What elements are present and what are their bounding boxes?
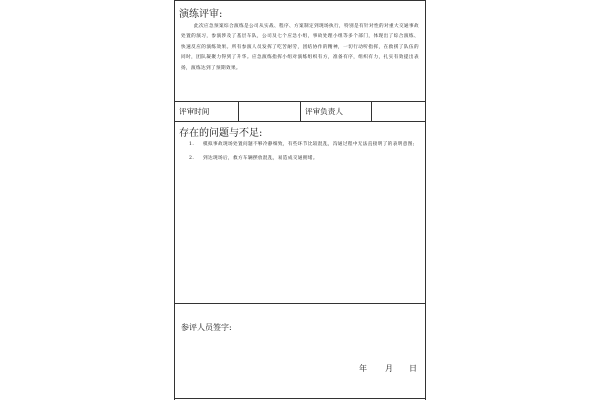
issue-item [189,154,417,164]
issue-text: 模拟事故现场处置问题不够冷静细致，有些环节比较混乱，沟通过程中无法直接明了的表明意图; [203,142,415,147]
divider-meta [175,121,425,122]
review-owner-label: 评审负责人 [301,101,372,121]
form-top-border [175,0,425,1]
form-bottom-border [175,398,425,399]
issue-text: 到达现场后，救方车辆摆放混乱，易造成交通拥堵。 [203,156,318,161]
date-day: 日 [409,364,417,373]
divider-issues [175,303,425,304]
issue-item [189,140,417,150]
date-year: 年 [359,364,367,373]
review-time-label: 评审时间 [175,101,239,121]
issues-heading: 存在的问题与不足: [179,128,263,139]
issue-number: 2. [189,156,195,161]
issue-number: 1. [189,142,195,147]
issues-list [189,140,417,168]
review-heading: 演练评审: [179,9,223,20]
review-meta-row [175,101,425,121]
review-paragraph: 此次应急预案综合演练是公司从实战、程序、方案制定到现场执行，特别是有针对性的对重大交通事故处置的演习，参演涉及了基层车队，公司及七个应急小组，事故处理小组等多个部门，体现出了综合演练、快速反应的演练效果。所有参演人员发挥了吃苦耐劳，团结协作的精神，一切行动听指挥，在救援了队伍的同时，团队凝聚力得到了升华。应急演练指挥小组对演练组织有方，准备有序，组织有力，扎实有效提出表扬，演练达到了预期效果。 [181,24,419,71]
signature-label: 参评人员签字: [181,323,232,332]
review-owner-value[interactable] [372,101,425,121]
date-month: 月 [385,364,393,373]
review-form [174,0,426,400]
review-time-value[interactable] [239,101,301,121]
